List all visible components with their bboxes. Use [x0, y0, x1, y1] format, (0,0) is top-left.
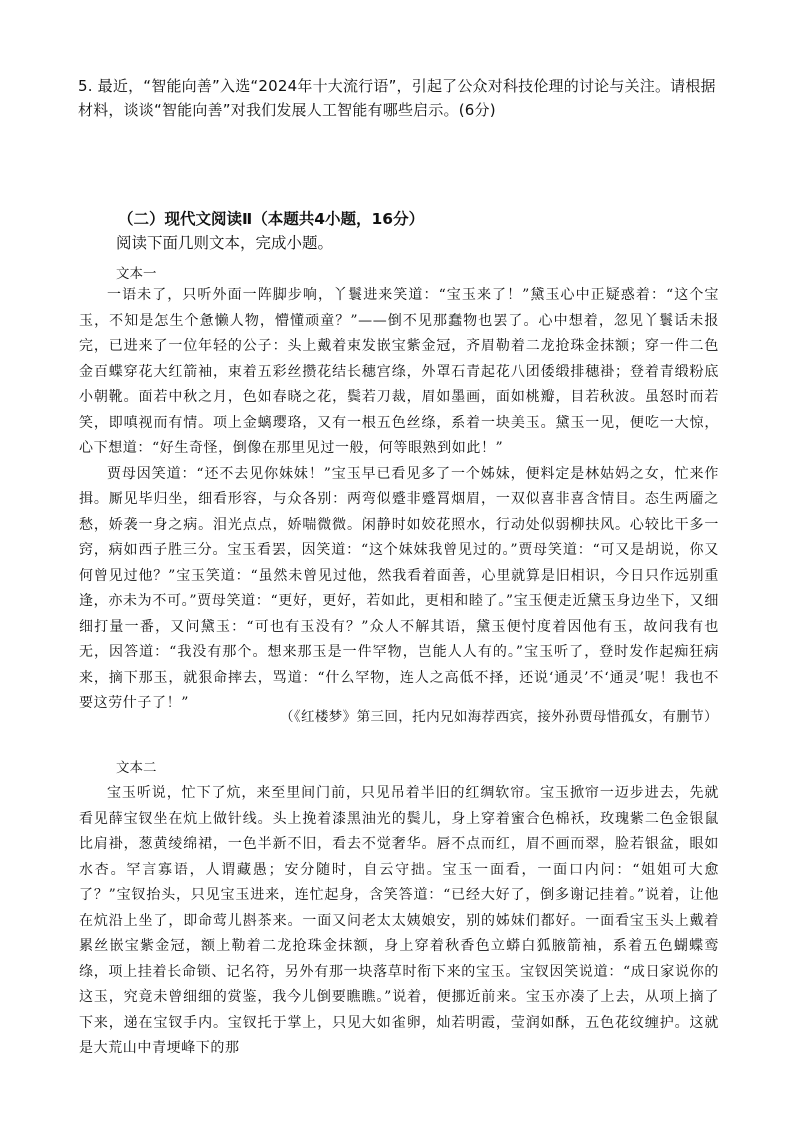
- question-5: 5. 最近，“智能向善”入选“2024年十大流行语”，引起了公众对科技伦理的讨论与关注。请根据材料，谈谈“智能向善”对我们发展人工智能有哪些启示。(6分): [78, 77, 716, 119]
- text1-paragraph-1: 一语未了，只听外面一阵脚步响，丫鬟进来笑道：“宝玉来了！”黛玉心中正疑惑着：“这个宝玉，不知是怎生个惫懒人物，懵懂顽童？”——倒不见那蠢物也罢了。心中想着，忽见丫鬟话未报完，已进来了一位年轻的公子：头上戴着束发嵌宝紫金冠，齐眉勒着二龙抢珠金抹额；穿一件二色金百蝶穿花大红箭袖，束着五彩丝攒花结长穗宫绦，外罩石青起花八团倭缎排穗褂；登着青缎粉底小朝靴。面若中秋之月，色如春晓之花，鬓若刀裁，眉如墨画，面如桃瓣，目若秋波。虽怒时而若笑，即嗔视而有情。项上金螭璎珞，又有一根五色丝绦，系着一块美玉。黛玉一见，便吃一大惊，心下想道：“好生奇怪，倒像在那里见过一般，何等眼熟到如此！”: [79, 287, 719, 456]
- section-title: （二）现代文阅读Ⅱ（本题共4小题，16分）: [118, 210, 425, 228]
- text2-label: 文本二: [116, 760, 157, 776]
- section-instruction: 阅读下面几则文本，完成小题。: [116, 234, 334, 252]
- text1-label: 文本一: [116, 266, 157, 282]
- text2-body: [79, 781, 719, 1062]
- text1-source: （《红楼梦》第三回，托内兄如海荐西宾，接外孙贾母惜孤女，有删节）: [279, 709, 718, 725]
- text1-paragraph-2: 贾母因笑道：“还不去见你妹妹！”宝玉早已看见多了一个姊妹，便料定是林姑妈之女，忙来作揖。厮见毕归坐，细看形容，与众各别：两弯似蹙非蹙罥烟眉，一双似喜非喜含情目。态生两靥之愁，娇袭一身之病。泪光点点，娇喘微微。闲静时如姣花照水，行动处似弱柳扶风。心较比干多一窍，病如西子胜三分。宝玉看罢，因笑道：“这个妹妹我曾见过的。”贾母笑道：“可又是胡说，你又何曾见过他？”宝玉笑道：“虽然未曾见过他，然我看着面善，心里就算是旧相识，今日只作远别重逢，亦未为不可。”贾母笑道：“更好，更好，若如此，更相和睦了。”宝玉便走近黛玉身边坐下，又细细打量一番，又问黛玉：“可也有玉没有？”众人不解其语，黛玉便忖度着因他有玉，故问我有也无，因答道：“我没有那个。想来那玉是一件罕物，岂能人人有的。”宝玉听了，登时发作起痴狂病来，摘下那玉，就狠命摔去，骂道：“什么罕物，连人之高低不择，还说‘通灵’不‘通灵’呢！我也不要这劳什子了！”: [79, 465, 719, 711]
- text2-paragraph-1: 宝玉听说，忙下了炕，来至里间门前，只见吊着半旧的红绸软帘。宝玉掀帘一迈步进去，先就看见薛宝钗坐在炕上做针线。头上挽着漆黑油光的鬓儿，身上穿着蜜合色棉袄，玫瑰紫二色金银鼠比肩褂，葱黄绫绵裙，一色半新不旧，看去不觉奢华。唇不点而红，眉不画而翠，脸若银盆，眼如水杏。罕言寡语，人谓藏愚；安分随时，自云守拙。宝玉一面看，一面口内问：“姐姐可大愈了？”宝钗抬头，只见宝玉进来，连忙起身，含笑答道：“已经大好了，倒多谢记挂着。”说着，让他在炕沿上坐了，即命莺儿斟茶来。一面又问老太太姨娘安，别的姊妹们都好。一面看宝玉头上戴着累丝嵌宝紫金冠，额上勒着二龙抢珠金抹额，身上穿着秋香色立蟒白狐腋箭袖，系着五色蝴蝶鸾绦，项上挂着长命锁、记名符，另外有那一块落草时衔下来的宝玉。宝钗因笑说道：“成日家说你的这玉，究竟未曾细细的赏鉴，我今儿倒要瞧瞧。”说着，便挪近前来。宝玉亦凑了上去，从项上摘了下来，递在宝钗手内。宝钗托于掌上，只见大如雀卵，灿若明霞，莹润如酥，五色花纹缠护。这就是大荒山中青埂峰下的那: [79, 785, 719, 1056]
- text1-body: [79, 283, 719, 717]
